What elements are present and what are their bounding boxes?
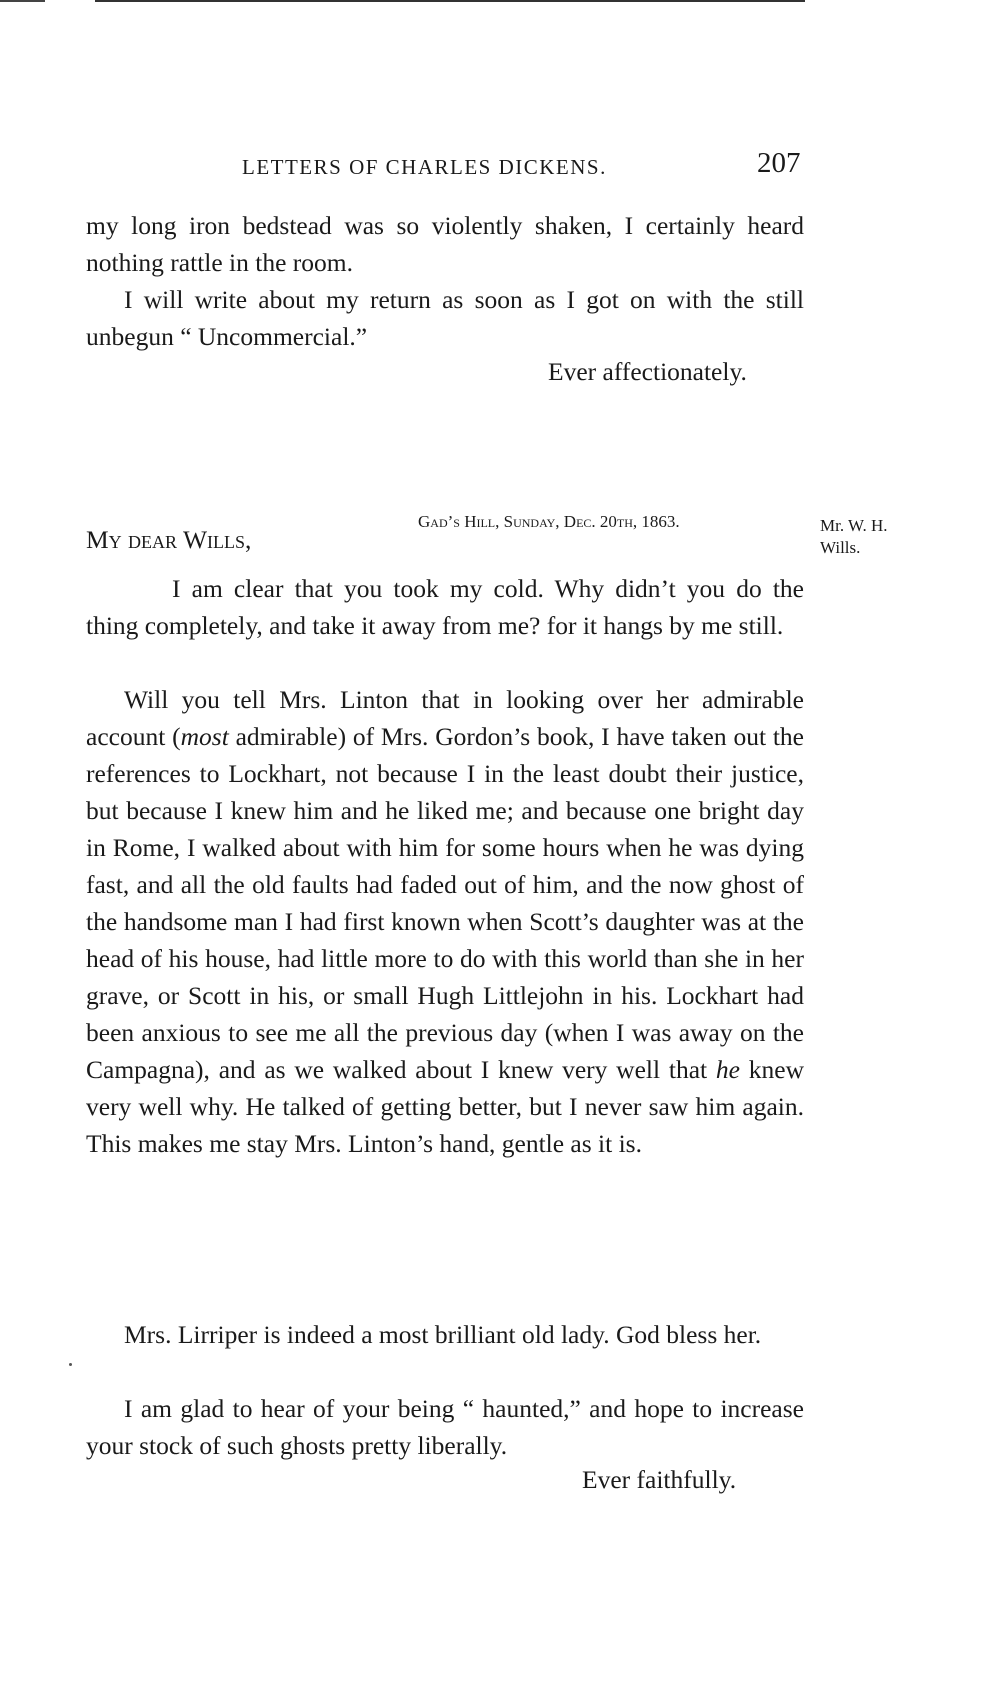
p2-emphasis-most: most <box>180 722 229 751</box>
letter2-paragraph-4: I am glad to hear of your being “ haunted,” and hope to increase your stock of such ghosts pretty liberally. <box>86 1394 804 1460</box>
margin-note <box>820 515 888 559</box>
letter1-paragraph-1: my long iron bedstead was so violently shaken, I certainly heard nothing rattle in the room. <box>86 211 804 277</box>
letter1-paragraph-2: I will write about my return as soon as I got on with the still unbegun “ Uncommercial.” <box>86 285 804 351</box>
scan-speck <box>69 1363 72 1366</box>
page-number: 207 <box>757 147 801 179</box>
p2-text-a: Will you tell Mrs. Linton that in looking over her admirable account ( <box>86 685 804 751</box>
scan-edge-mark <box>0 0 45 2</box>
letter2-closing: Ever faithfully. <box>582 1465 737 1494</box>
letter1-closing: Ever affectionately. <box>548 357 747 386</box>
p2-emphasis-he: he <box>715 1055 740 1084</box>
letter2-dateline: Gad’s Hill, Sunday, Dec. 20th, 1863. <box>418 512 680 531</box>
p2-text-b: admirable) of Mrs. Gordon’s book, I have taken out the references to Lockhart, not because I in the least doubt their justice, but because I knew him and he liked me; and because one bright day in Rome, I walked about with him for some hours when he was dying fast, and all the old faults had faded out of him, and the now ghost of the handsome man I had first known when Scott’s daughter was at the head of his house, had little more to do with this world than she in her grave, or Scott in his, or small Hugh Littlejohn in his. Lockhart had been anxious to see me all the previous day (when I was away on the Campagna), and as we walked about I knew very well that <box>86 722 805 1084</box>
margin-note-surname: Wills. <box>820 538 861 557</box>
margin-note-name: Mr. W. H. <box>820 516 888 535</box>
letter2-salutation: My dear Wills, <box>86 525 252 554</box>
running-header: LETTERS OF CHARLES DICKENS. <box>242 155 607 179</box>
p2-text-c: knew very well why. He talked of getting better, but I never saw him again. This makes me stay Mrs. Linton’s hand, gentle as it is. <box>86 1055 805 1158</box>
scan-edge-rule <box>95 0 805 2</box>
letter2-paragraph-1: I am clear that you took my cold. Why didn’t you do the thing completely, and take it away from me? for it hangs by me still. <box>86 574 804 640</box>
letter2-paragraph-3: Mrs. Lirriper is indeed a most brilliant old lady. God bless her. <box>124 1320 762 1349</box>
letter2-paragraph-2 <box>86 681 804 1162</box>
